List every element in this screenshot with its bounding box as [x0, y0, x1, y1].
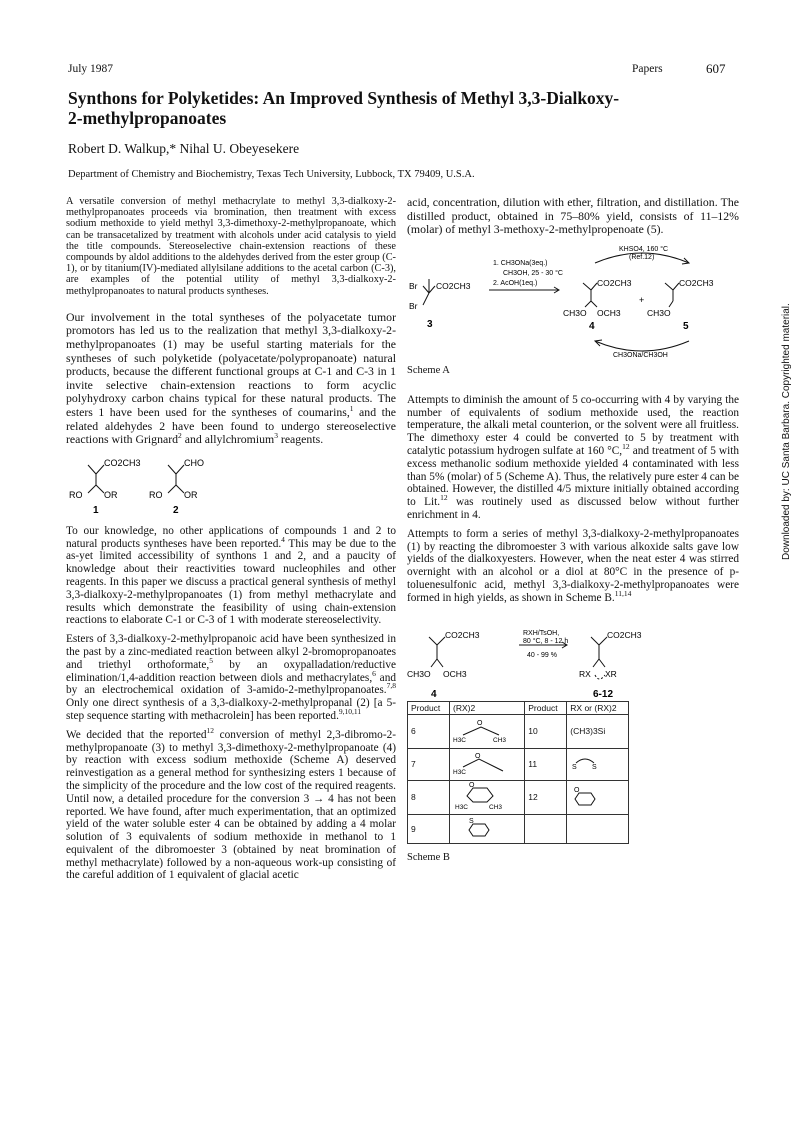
article-affiliation: Department of Chemistry and Biochemistry, Texas Tech University, Lubbock, TX 79409, U.S.A. — [68, 169, 475, 180]
paragraph-intro: Our involvement in the total syntheses of the polyacetate tumor promotors has led us to the realization that methyl 3,3-dialkoxy-2-methylpropanoates (1) may be useful starting materials for the syntheses of such polyketide (polyacetate/polypropanoate) natural products, because the different functional groups at C-1 and C-3 in 1 invite selective chain-extension reactions to form acyclic polyhydroxy carbon chains typical for these natural products. The esters 1 have been used for the syntheses of coumarins,$^1$ and the related aldehydes 2 have been found to undergo stereoselective reactions with Grignard$^2$ and allylchromium$^3$ reagents. — [66, 309, 397, 447]
svg-text:KHSO4, 160 °C: KHSO4, 160 °C — [619, 245, 669, 253]
svg-text:OCH3: OCH3 — [443, 668, 467, 679]
table-cell: 11 — [525, 748, 567, 780]
abstract: A versatile conversion of methyl methacrylate to methyl 3,3-dialkoxy-2-methylpropanoates proceeds via bromination, then treatment with excess sodium methoxide to yield methyl 3,3-dimethoxy-2-methylpropanoate, which can be transacetalized by treatment with alcohols under acid catalysis to yield the title compounds. Stereoselective chain-extension reactions of these compounds by aldol additions to the aldehydes derived from the ester group (C-1), or by titanium(IV)-mediated allylsilane additions to the acetal carbon (C-3), are examples of the potential utility of methyl 3,3-dialkoxy-2-methylpropanoates to natural products syntheses. — [66, 196, 396, 297]
svg-text:XR: XR — [605, 668, 617, 679]
paragraph-attempts: Attempts to diminish the amount of 5 co-occurring with 4 by varying the number of equivalents of sodium methoxide used, the reaction temperature, the alkali metal counterion, or the solvent were all fruitless. The dimethoxy ester 4 could be converted to 5 by treatment with catalytic potassium hydrogen sulfate at 160 °C,$^{12}$ and treatment of 5 with excess methanolic sodium methoxide yielded 4 contaminated with less than 5% (molar) of 5 (Scheme A). Thus, the relatively pure ester 4 can be obtained. However, the distilled 4/5 mixture initially obtained according to Lit.$^{12}$ was routinely used as discussed below without further enrichment in 4. — [407, 393, 740, 521]
structure-7-icon — [453, 751, 511, 775]
svg-text:CO2CH3: CO2CH3 — [445, 629, 480, 640]
svg-text:OCH3: OCH3 — [597, 307, 621, 318]
structures-1-2-drawing — [66, 453, 396, 515]
svg-text:O: O — [477, 720, 483, 728]
table-header: (RX)2 — [450, 701, 525, 714]
table-row — [408, 748, 629, 780]
download-watermark: Downloaded by: UC Santa Barbara. Copyrighted material. — [781, 303, 792, 560]
structures-1-2 — [66, 453, 396, 515]
scheme-b-drawing — [407, 615, 739, 701]
svg-text:RX: RX — [579, 668, 591, 679]
svg-text:O: O — [574, 787, 580, 795]
table-cell: 8 — [408, 780, 450, 814]
svg-text:H3C: H3C — [455, 804, 469, 811]
scheme-b — [407, 615, 739, 701]
svg-text:CH3ONa/CH3OH: CH3ONa/CH3OH — [613, 351, 668, 359]
article-authors: Robert D. Walkup,* Nihal U. Obeyesekere — [68, 141, 300, 156]
table-cell-structure — [567, 748, 629, 780]
header-page-number: 607 — [706, 61, 726, 76]
svg-text:6-12: 6-12 — [593, 688, 614, 700]
table-cell — [525, 814, 567, 843]
table-cell-structure — [450, 714, 525, 748]
svg-text:1: 1 — [93, 504, 99, 515]
table-cell-structure — [567, 780, 629, 814]
table-cell-structure — [450, 780, 525, 814]
svg-text:+: + — [639, 294, 645, 305]
scheme-a — [407, 243, 739, 369]
paragraph-method: We decided that the reported$^{12}$ conversion of methyl 2,3-dibromo-2-methylpropanoate (3) to methyl 3,3-dimethoxy-2-methylpropanoate (4) by reaction with excess sodium methoxide (Scheme A) deserved reinvestigation as a general method for synthesizing esters 1 because of the simplicity of the procedure and the low cost of the required reagents. Until now, a detailed procedure for the conversion 3 → 4 has not been reported. We have found, after much experimentation, that an optimized yield of the water soluble ester 4 can be obtained by adding a 4 molar solution of 3 equivalents of sodium methoxide in methanol to 1 equivalent of the dibromoester 3 (obtained by neat bromination of methyl methacrylate) followed by a non-aqueous work-up consisting of the careful addition of 1 equivalent of glacial acetic — [66, 725, 396, 882]
svg-text:CO2CH3: CO2CH3 — [607, 629, 642, 640]
table-cell-structure — [450, 748, 525, 780]
article-title: Synthons for Polyketides: An Improved Synthesis of Methyl 3,3-Dialkoxy-2-methylpropanoates — [68, 88, 620, 128]
svg-text:CH3: CH3 — [489, 804, 503, 811]
svg-text:OR: OR — [184, 489, 198, 500]
svg-text:S: S — [572, 764, 577, 772]
svg-text:CO2CH3: CO2CH3 — [679, 277, 714, 288]
table-cell-structure — [450, 814, 525, 843]
header-journal: Papers — [632, 63, 663, 75]
svg-text:Br: Br — [409, 280, 418, 291]
svg-text:5: 5 — [683, 320, 689, 332]
svg-text:S: S — [592, 764, 597, 772]
table-cell: 9 — [408, 814, 450, 843]
table-cell: 12 — [525, 780, 567, 814]
table-row — [408, 814, 629, 843]
table-header-row — [408, 701, 629, 714]
paragraph-applications: To our knowledge, no other applications of compounds 1 and 2 to natural products syntheses have been reported.$^4$ This may be due to the as-yet limited accessibility of synthons 1 and 2, and a paucity of knowledge about their reactivities toward nucleophiles and other reagents. In this paper we discuss a practical general synthesis of methyl 3,3-dialkoxy-2-methylpropanoates (1) from methyl methacrylate and results which demonstrate the feasibility of using chain-extension reactions to elaborate C-1 or C-3 of 1 with moderate stereoselectivity. — [66, 524, 396, 627]
svg-text:H3C: H3C — [453, 737, 467, 744]
table-header: Product — [408, 701, 450, 714]
svg-text:80 °C, 8 - 12 h: 80 °C, 8 - 12 h — [523, 637, 569, 645]
svg-text:CH3O: CH3O — [647, 307, 671, 318]
table-row — [408, 714, 629, 748]
svg-text:Br: Br — [409, 300, 418, 311]
svg-text:RO: RO — [149, 489, 163, 500]
svg-text:1. CH3ONa(3eq.): 1. CH3ONa(3eq.) — [493, 259, 548, 267]
svg-text:40 - 99 %: 40 - 99 % — [527, 651, 557, 659]
svg-text:3: 3 — [427, 318, 433, 330]
right-column — [407, 196, 739, 871]
table-cell: 6 — [408, 714, 450, 748]
svg-text:CO2CH3: CO2CH3 — [597, 277, 632, 288]
left-column — [66, 196, 396, 888]
svg-text:OR: OR — [104, 489, 118, 500]
structure-8-icon — [453, 782, 511, 810]
table-header: RX or (RX)2 — [567, 701, 629, 714]
svg-text:CH3: CH3 — [493, 737, 507, 744]
table-cell: 7 — [408, 748, 450, 780]
table-cell: (CH3)3Si — [567, 714, 629, 748]
svg-text:4: 4 — [431, 688, 437, 700]
svg-text:S: S — [469, 817, 474, 825]
svg-text:CH3O: CH3O — [563, 307, 587, 318]
structure-12-icon — [570, 785, 600, 807]
svg-text:(Ref.12): (Ref.12) — [629, 253, 655, 261]
table-header: Product — [525, 701, 567, 714]
structure-9-icon — [453, 816, 511, 840]
svg-text:CHO: CHO — [184, 457, 204, 468]
svg-text:CH3OH, 25 - 30 °C: CH3OH, 25 - 30 °C — [503, 269, 563, 277]
svg-text:CH3O: CH3O — [407, 668, 431, 679]
svg-text:4: 4 — [589, 320, 595, 332]
structure-6-icon — [453, 717, 511, 743]
structure-11-icon — [570, 753, 600, 773]
table-row — [408, 780, 629, 814]
svg-text:O: O — [469, 782, 475, 790]
svg-text:H3C: H3C — [453, 769, 467, 776]
svg-text:RXH/TsOH,: RXH/TsOH, — [523, 629, 560, 637]
svg-text:O: O — [475, 753, 481, 761]
scheme-a-drawing — [407, 243, 739, 369]
table-cell: 10 — [525, 714, 567, 748]
svg-text:CO2CH3: CO2CH3 — [436, 280, 471, 291]
scheme-a-caption: Scheme A — [407, 364, 450, 376]
svg-text:RO: RO — [69, 489, 83, 500]
svg-text:2. AcOH(1eq.): 2. AcOH(1eq.) — [493, 279, 538, 287]
svg-text:CO2CH3: CO2CH3 — [104, 457, 141, 468]
paragraph-transacetalization: Attempts to form a series of methyl 3,3-dialkoxy-2-methylpropanoates (1) by reacting the dibromoester 3 with various alkoxide salts gave low yields of the dialkoxyesters. However, when the neat ester 4 was stirred overnight with an alcohol or a diol at 80°C in the presence of p-toluenesulfonic acid, methyl 3,3-dialkoxy-2-methylpropanoates were formed in high yields, as shown in Scheme B.$^{11,14}$ — [407, 527, 739, 604]
table-cell — [567, 814, 629, 843]
svg-text:2: 2 — [173, 504, 179, 515]
scheme-b-product-table — [407, 701, 629, 844]
scheme-b-caption: Scheme B — [407, 851, 450, 863]
paragraph-prior-syntheses: Esters of 3,3-dialkoxy-2-methylpropanoic acid have been synthesized in the past by a zinc-mediated reaction between alkyl 2-bromopropanoates and triethyl orthoformate,$^5$ by an oxypalladation/reductive elimination/1,4-addition reaction between diols and methacrylates,$^6$ and by an electrochemical oxidation of 3-amido-2-methylpropanoates.$^{7,8}$ Only one direct synthesis of a 3,3-dialkoxy-2-methylpropanal (2) [a 5-step sequence starting with methacrolein] has been reported.$^{9,10,11}$ — [66, 633, 396, 722]
header-date: July 1987 — [68, 63, 114, 75]
paragraph-distillation: acid, concentration, dilution with ether, filtration, and distillation. The distilled product, obtained in 75–80% yield, consists of 11–12% (molar) of methyl 3-methoxy-2-methylpropenoate (5). — [407, 195, 739, 237]
